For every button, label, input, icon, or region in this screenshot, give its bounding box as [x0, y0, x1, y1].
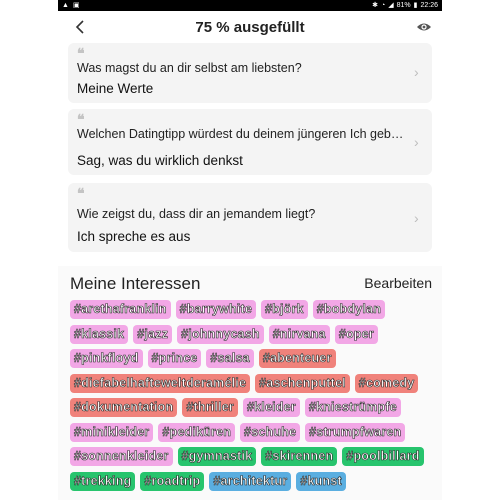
interest-tag[interactable]: #björk — [261, 300, 308, 319]
prompt-card-1[interactable] — [68, 43, 432, 103]
eye-icon — [416, 19, 432, 35]
quote-icon: ❝ — [77, 112, 85, 128]
prompt-answer: Sag, was du wirklich denkst — [77, 153, 243, 168]
status-right — [372, 2, 438, 9]
interest-tag[interactable]: #roadtrip — [140, 472, 204, 491]
interest-tag[interactable]: #sonnenkleider — [70, 447, 173, 466]
chevron-left-icon — [75, 20, 85, 34]
tag-row — [70, 423, 438, 442]
warning-icon: ▲ — [62, 2, 69, 9]
interest-tag[interactable]: #comedy — [355, 374, 419, 393]
tag-row — [70, 447, 438, 466]
chevron-right-icon: › — [414, 210, 419, 226]
tag-row — [70, 325, 438, 344]
prompt-question: Welchen Datingtipp würdest du deinem jüngeren Ich geb… — [77, 127, 404, 141]
prompt-question: Was magst du an dir selbst am liebsten? — [77, 61, 302, 75]
tag-row — [70, 349, 438, 368]
interest-tag[interactable]: #minikleider — [70, 423, 153, 442]
prompt-answer: Ich spreche es aus — [77, 229, 191, 244]
tag-row — [70, 300, 438, 319]
clock: 22:26 — [420, 2, 438, 9]
interest-tag[interactable]: #abenteuer — [259, 349, 336, 368]
prompt-card-3[interactable] — [68, 183, 432, 252]
chevron-right-icon: › — [414, 64, 419, 80]
signal-icon: ◢ — [388, 2, 394, 9]
interest-tag[interactable]: #trekking — [70, 472, 135, 491]
page-title: 75 % ausgefüllt — [195, 18, 305, 36]
battery-percent: 81% — [396, 2, 411, 9]
tag-row — [70, 398, 438, 417]
interest-tag[interactable]: #oper — [335, 325, 378, 344]
interest-tag[interactable]: #schuhe — [240, 423, 300, 442]
tag-row — [70, 374, 438, 393]
interest-tag[interactable]: #pediküren — [158, 423, 235, 442]
interest-tag[interactable]: #diefabelhafteweltderamélie — [70, 374, 250, 393]
left-margin — [0, 0, 58, 500]
interest-tag[interactable]: #jazz — [133, 325, 172, 344]
interest-tag[interactable]: #skirennen — [261, 447, 337, 466]
app-frame — [58, 0, 442, 500]
interest-tag[interactable]: #kniestrümpfe — [305, 398, 401, 417]
interest-tag[interactable]: #arethafranklin — [70, 300, 171, 319]
quote-icon: ❝ — [77, 46, 85, 62]
interest-tag[interactable]: #architektur — [209, 472, 291, 491]
interests-title: Meine Interessen — [70, 274, 201, 293]
status-bar — [58, 0, 442, 11]
prompt-question: Wie zeigst du, dass dir an jemandem liegt? — [77, 207, 316, 221]
interest-tags — [70, 300, 438, 496]
interest-tag[interactable]: #poolbillard — [342, 447, 423, 466]
interest-tag[interactable]: #strumpfwaren — [305, 423, 405, 442]
back-button[interactable] — [70, 16, 90, 38]
interest-tag[interactable]: #aschenputtel — [255, 374, 350, 393]
prompt-answer: Meine Werte — [77, 81, 154, 96]
battery-icon: ▮ — [413, 2, 418, 9]
preview-button[interactable] — [416, 19, 432, 35]
prompt-card-2[interactable] — [68, 109, 432, 175]
chevron-right-icon: › — [414, 134, 419, 150]
interest-tag[interactable]: #kunst — [296, 472, 346, 491]
profile-content — [58, 43, 442, 500]
interest-tag[interactable]: #bobdylan — [313, 300, 385, 319]
bluetooth-icon: ✱ — [372, 2, 378, 9]
interest-tag[interactable]: #klassik — [70, 325, 128, 344]
top-bar — [58, 11, 442, 43]
interest-tag[interactable]: #barrywhite — [176, 300, 256, 319]
status-left — [62, 2, 80, 9]
interest-tag[interactable]: #gymnastik — [178, 447, 257, 466]
tag-row — [70, 472, 438, 491]
image-icon: ▣ — [72, 2, 80, 9]
interest-tag[interactable]: #kleider — [243, 398, 300, 417]
edit-interests-button[interactable]: Bearbeiten — [364, 275, 432, 291]
interest-tag[interactable]: #salsa — [206, 349, 253, 368]
right-margin — [442, 0, 500, 500]
interest-tag[interactable]: #pinkfloyd — [70, 349, 143, 368]
interest-tag[interactable]: #nirvana — [269, 325, 330, 344]
interest-tag[interactable]: #johnnycash — [177, 325, 264, 344]
interest-tag[interactable]: #dokumentation — [70, 398, 177, 417]
interest-tag[interactable]: #thriller — [182, 398, 238, 417]
quote-icon: ❝ — [77, 186, 85, 202]
wifi-icon: ◔ — [380, 2, 386, 9]
interest-tag[interactable]: #prince — [148, 349, 202, 368]
